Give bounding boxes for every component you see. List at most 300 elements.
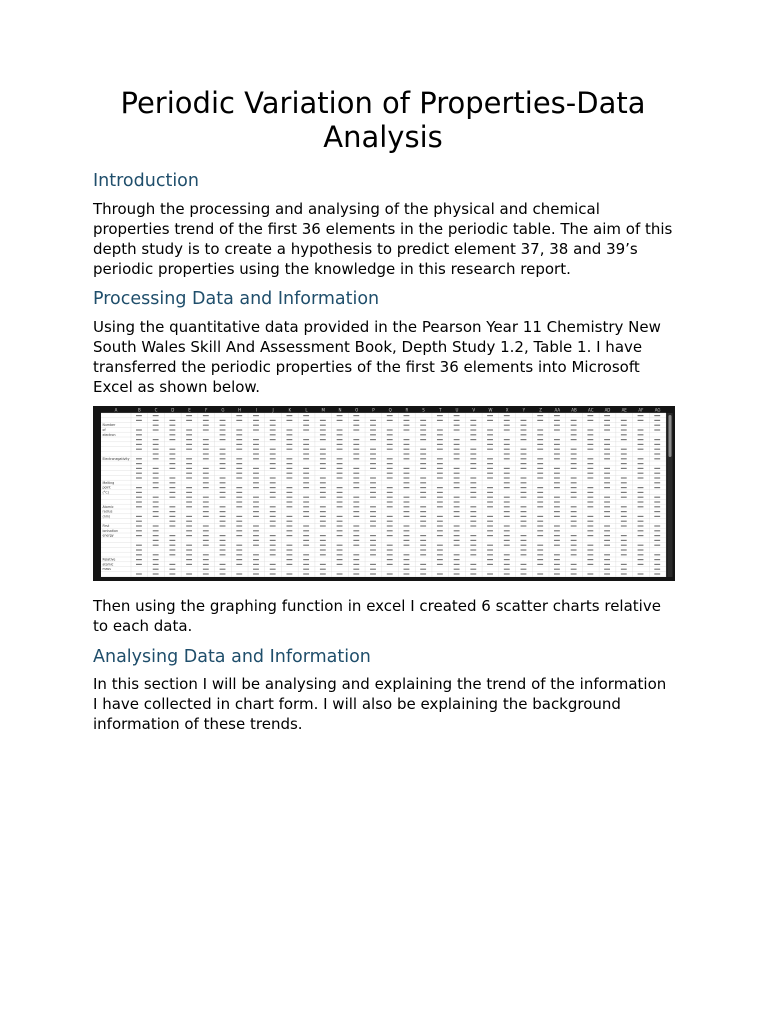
cell-value-mark bbox=[337, 573, 343, 574]
cell-value-mark bbox=[654, 439, 660, 440]
cell-value-mark bbox=[504, 540, 510, 541]
cell-value-mark bbox=[253, 506, 259, 507]
cell-value-mark bbox=[353, 415, 359, 416]
cell-value-mark bbox=[554, 535, 560, 536]
cell-value-mark bbox=[454, 420, 460, 421]
cell-value-mark bbox=[654, 545, 660, 546]
cell-value-mark bbox=[353, 506, 359, 507]
cell-value-mark bbox=[521, 434, 527, 435]
cell-value-mark bbox=[587, 497, 593, 498]
cell-value-mark bbox=[420, 487, 426, 488]
cell-value-mark bbox=[153, 439, 159, 440]
cell-value-mark bbox=[420, 463, 426, 464]
cell-value-mark bbox=[337, 492, 343, 493]
cell-value-mark bbox=[504, 439, 510, 440]
cell-value-mark bbox=[454, 559, 460, 560]
cell-value-mark bbox=[504, 477, 510, 478]
cell-value-mark bbox=[487, 535, 493, 536]
cell-value-mark bbox=[470, 554, 476, 555]
column-letter: I bbox=[255, 407, 257, 413]
cell-value-mark bbox=[487, 545, 493, 546]
cell-value-mark bbox=[270, 564, 276, 565]
cell-value-mark bbox=[654, 468, 660, 469]
cell-value-mark bbox=[404, 449, 410, 450]
cell-value-mark bbox=[353, 511, 359, 512]
cell-value-mark bbox=[404, 569, 410, 570]
cell-value-mark bbox=[554, 554, 560, 555]
cell-value-mark bbox=[236, 473, 242, 474]
cell-value-mark bbox=[521, 468, 527, 469]
cell-value-mark bbox=[420, 439, 426, 440]
cell-value-mark bbox=[337, 506, 343, 507]
cell-value-mark bbox=[537, 434, 543, 435]
cell-value-mark bbox=[621, 477, 627, 478]
cell-value-mark bbox=[638, 492, 644, 493]
cell-value-mark bbox=[504, 501, 510, 502]
cell-value-mark bbox=[420, 434, 426, 435]
cell-value-mark bbox=[454, 439, 460, 440]
cell-value-mark bbox=[437, 554, 443, 555]
cell-value-mark bbox=[537, 545, 543, 546]
cell-value-mark bbox=[454, 453, 460, 454]
cell-value-mark bbox=[638, 545, 644, 546]
cell-value-mark bbox=[587, 429, 593, 430]
cell-value-mark bbox=[370, 477, 376, 478]
cell-value-mark bbox=[487, 554, 493, 555]
cell-value-mark bbox=[621, 525, 627, 526]
cell-value-mark bbox=[404, 530, 410, 531]
cell-value-mark bbox=[470, 564, 476, 565]
cell-value-mark bbox=[587, 415, 593, 416]
column-letter: T bbox=[439, 407, 442, 413]
cell-value-mark bbox=[153, 420, 159, 421]
row-label: First bbox=[102, 524, 110, 528]
cell-value-mark bbox=[571, 449, 577, 450]
cell-value-mark bbox=[454, 540, 460, 541]
cell-value-mark bbox=[504, 573, 510, 574]
row-label: mass bbox=[102, 567, 111, 572]
cell-value-mark bbox=[571, 477, 577, 478]
cell-value-mark bbox=[203, 458, 209, 459]
cell-value-mark bbox=[220, 569, 226, 570]
cell-value-mark bbox=[320, 497, 326, 498]
cell-value-mark bbox=[136, 521, 142, 522]
cell-value-mark bbox=[186, 545, 192, 546]
column-letter: AB bbox=[571, 407, 577, 413]
cell-value-mark bbox=[437, 420, 443, 421]
cell-value-mark bbox=[320, 516, 326, 517]
cell-value-mark bbox=[604, 458, 610, 459]
cell-value-mark bbox=[253, 540, 259, 541]
cell-value-mark bbox=[236, 559, 242, 560]
cell-value-mark bbox=[253, 501, 259, 502]
processing-paragraph: Using the quantitative data provided in the Pearson Year 11 Chemistry New South Wales Skill And Assessment Book, Depth Study 1.2, Table 1. I have transferred the periodic properties of the first 36 elements into Microsoft Excel as shown below. bbox=[93, 318, 661, 396]
cell-value-mark bbox=[253, 482, 259, 483]
cell-value-mark bbox=[370, 453, 376, 454]
cell-value-mark bbox=[253, 554, 259, 555]
cell-value-mark bbox=[437, 525, 443, 526]
section-heading-introduction: Introduction bbox=[93, 171, 199, 191]
cell-value-mark bbox=[504, 559, 510, 560]
cell-value-mark bbox=[521, 569, 527, 570]
cell-value-mark bbox=[337, 477, 343, 478]
cell-value-mark bbox=[621, 511, 627, 512]
cell-value-mark bbox=[571, 511, 577, 512]
cell-value-mark bbox=[554, 545, 560, 546]
cell-value-mark bbox=[621, 453, 627, 454]
cell-value-mark bbox=[220, 540, 226, 541]
cell-value-mark bbox=[521, 458, 527, 459]
cell-value-mark bbox=[504, 564, 510, 565]
cell-value-mark bbox=[253, 444, 259, 445]
cell-value-mark bbox=[303, 468, 309, 469]
column-letter: W bbox=[488, 407, 493, 413]
cell-value-mark bbox=[353, 540, 359, 541]
cell-value-mark bbox=[353, 535, 359, 536]
cell-value-mark bbox=[253, 425, 259, 426]
cell-value-mark bbox=[487, 449, 493, 450]
cell-value-mark bbox=[587, 516, 593, 517]
cell-value-mark bbox=[370, 535, 376, 536]
cell-value-mark bbox=[537, 549, 543, 550]
cell-value-mark bbox=[337, 449, 343, 450]
cell-value-mark bbox=[587, 434, 593, 435]
cell-value-mark bbox=[203, 468, 209, 469]
cell-value-mark bbox=[320, 449, 326, 450]
cell-value-mark bbox=[504, 453, 510, 454]
cell-value-mark bbox=[554, 573, 560, 574]
cell-value-mark bbox=[303, 487, 309, 488]
cell-value-mark bbox=[420, 482, 426, 483]
cell-value-mark bbox=[203, 535, 209, 536]
cell-value-mark bbox=[420, 525, 426, 526]
cell-value-mark bbox=[454, 511, 460, 512]
cell-value-mark bbox=[136, 497, 142, 498]
cell-value-mark bbox=[270, 468, 276, 469]
cell-value-mark bbox=[387, 525, 393, 526]
cell-value-mark bbox=[537, 525, 543, 526]
cell-value-mark bbox=[604, 535, 610, 536]
cell-value-mark bbox=[537, 487, 543, 488]
cell-value-mark bbox=[638, 463, 644, 464]
cell-value-mark bbox=[253, 573, 259, 574]
cell-value-mark bbox=[169, 487, 175, 488]
cell-value-mark bbox=[521, 453, 527, 454]
cell-value-mark bbox=[153, 458, 159, 459]
cell-value-mark bbox=[203, 569, 209, 570]
cell-value-mark bbox=[604, 501, 610, 502]
cell-value-mark bbox=[236, 530, 242, 531]
cell-value-mark bbox=[203, 511, 209, 512]
cell-value-mark bbox=[236, 516, 242, 517]
cell-value-mark bbox=[654, 501, 660, 502]
column-letter: AD bbox=[604, 407, 611, 413]
cell-value-mark bbox=[270, 554, 276, 555]
cell-value-mark bbox=[270, 521, 276, 522]
cell-value-mark bbox=[186, 439, 192, 440]
cell-value-mark bbox=[638, 420, 644, 421]
cell-value-mark bbox=[169, 439, 175, 440]
cell-value-mark bbox=[186, 559, 192, 560]
cell-value-mark bbox=[186, 564, 192, 565]
cell-value-mark bbox=[654, 525, 660, 526]
cell-value-mark bbox=[470, 477, 476, 478]
cell-value-mark bbox=[420, 458, 426, 459]
cell-value-mark bbox=[621, 420, 627, 421]
cell-value-mark bbox=[470, 463, 476, 464]
cell-value-mark bbox=[353, 439, 359, 440]
cell-value-mark bbox=[270, 487, 276, 488]
cell-value-mark bbox=[186, 501, 192, 502]
cell-value-mark bbox=[303, 530, 309, 531]
cell-value-mark bbox=[537, 473, 543, 474]
cell-value-mark bbox=[220, 516, 226, 517]
cell-value-mark bbox=[270, 545, 276, 546]
cell-value-mark bbox=[621, 425, 627, 426]
cell-value-mark bbox=[654, 449, 660, 450]
cell-value-mark bbox=[470, 434, 476, 435]
cell-value-mark bbox=[169, 434, 175, 435]
cell-value-mark bbox=[621, 535, 627, 536]
cell-value-mark bbox=[604, 559, 610, 560]
cell-value-mark bbox=[470, 521, 476, 522]
cell-value-mark bbox=[437, 477, 443, 478]
cell-value-mark bbox=[153, 516, 159, 517]
cell-value-mark bbox=[437, 473, 443, 474]
cell-value-mark bbox=[353, 468, 359, 469]
cell-value-mark bbox=[554, 444, 560, 445]
cell-value-mark bbox=[153, 449, 159, 450]
cell-value-mark bbox=[420, 540, 426, 541]
cell-value-mark bbox=[203, 473, 209, 474]
cell-value-mark bbox=[470, 487, 476, 488]
cell-value-mark bbox=[454, 444, 460, 445]
column-letter: P bbox=[372, 407, 375, 413]
document-body bbox=[93, 86, 673, 734]
cell-value-mark bbox=[387, 434, 393, 435]
cell-value-mark bbox=[169, 540, 175, 541]
cell-value-mark bbox=[353, 482, 359, 483]
cell-value-mark bbox=[470, 420, 476, 421]
cell-value-mark bbox=[404, 516, 410, 517]
cell-value-mark bbox=[404, 525, 410, 526]
cell-value-mark bbox=[487, 429, 493, 430]
cell-value-mark bbox=[487, 506, 493, 507]
cell-value-mark bbox=[437, 429, 443, 430]
cell-value-mark bbox=[638, 458, 644, 459]
cell-value-mark bbox=[236, 497, 242, 498]
cell-value-mark bbox=[621, 434, 627, 435]
cell-value-mark bbox=[236, 573, 242, 574]
cell-value-mark bbox=[253, 477, 259, 478]
cell-value-mark bbox=[203, 501, 209, 502]
cell-value-mark bbox=[654, 540, 660, 541]
cell-value-mark bbox=[487, 439, 493, 440]
cell-value-mark bbox=[169, 506, 175, 507]
cell-value-mark bbox=[587, 439, 593, 440]
cell-value-mark bbox=[169, 425, 175, 426]
column-letter: E bbox=[188, 407, 191, 413]
cell-value-mark bbox=[153, 564, 159, 565]
cell-value-mark bbox=[404, 420, 410, 421]
cell-value-mark bbox=[303, 569, 309, 570]
cell-value-mark bbox=[220, 477, 226, 478]
cell-value-mark bbox=[604, 449, 610, 450]
cell-value-mark bbox=[303, 439, 309, 440]
cell-value-mark bbox=[571, 492, 577, 493]
sheet-grid-area bbox=[101, 413, 666, 577]
cell-value-mark bbox=[303, 458, 309, 459]
cell-value-mark bbox=[153, 525, 159, 526]
cell-value-mark bbox=[303, 415, 309, 416]
cell-value-mark bbox=[337, 554, 343, 555]
cell-value-mark bbox=[654, 506, 660, 507]
row-label: electron bbox=[102, 432, 116, 437]
cell-value-mark bbox=[286, 492, 292, 493]
cell-value-mark bbox=[554, 501, 560, 502]
cell-value-mark bbox=[220, 564, 226, 565]
cell-value-mark bbox=[454, 449, 460, 450]
cell-value-mark bbox=[320, 429, 326, 430]
cell-value-mark bbox=[521, 420, 527, 421]
cell-value-mark bbox=[521, 521, 527, 522]
cell-value-mark bbox=[169, 516, 175, 517]
cell-value-mark bbox=[387, 477, 393, 478]
cell-value-mark bbox=[337, 516, 343, 517]
cell-value-mark bbox=[353, 573, 359, 574]
cell-value-mark bbox=[186, 554, 192, 555]
cell-value-mark bbox=[504, 530, 510, 531]
cell-value-mark bbox=[186, 429, 192, 430]
cell-value-mark bbox=[587, 573, 593, 574]
cell-value-mark bbox=[370, 516, 376, 517]
cell-value-mark bbox=[286, 530, 292, 531]
cell-value-mark bbox=[554, 429, 560, 430]
cell-value-mark bbox=[638, 573, 644, 574]
cell-value-mark bbox=[320, 573, 326, 574]
cell-value-mark bbox=[654, 535, 660, 536]
cell-value-mark bbox=[487, 501, 493, 502]
cell-value-mark bbox=[487, 477, 493, 478]
column-letter: H bbox=[238, 407, 242, 413]
cell-value-mark bbox=[220, 449, 226, 450]
cell-value-mark bbox=[253, 473, 259, 474]
cell-value-mark bbox=[571, 564, 577, 565]
cell-value-mark bbox=[320, 453, 326, 454]
cell-value-mark bbox=[286, 434, 292, 435]
cell-value-mark bbox=[554, 569, 560, 570]
cell-value-mark bbox=[169, 492, 175, 493]
cell-value-mark bbox=[136, 415, 142, 416]
introduction-paragraph: Through the processing and analysing of the physical and chemical properties trend of the first 36 elements in the periodic table. The aim of this depth study is to create a hypothesis to predict element 37, 38 and 39’s periodic properties using the knowledge in this research report. bbox=[93, 200, 673, 278]
cell-value-mark bbox=[136, 434, 142, 435]
cell-value-mark bbox=[420, 506, 426, 507]
cell-value-mark bbox=[136, 429, 142, 430]
cell-value-mark bbox=[270, 425, 276, 426]
column-letter: M bbox=[321, 407, 325, 413]
cell-value-mark bbox=[286, 463, 292, 464]
cell-value-mark bbox=[437, 535, 443, 536]
cell-value-mark bbox=[571, 545, 577, 546]
cell-value-mark bbox=[420, 468, 426, 469]
cell-value-mark bbox=[136, 458, 142, 459]
cell-value-mark bbox=[487, 516, 493, 517]
cell-value-mark bbox=[621, 497, 627, 498]
cell-value-mark bbox=[571, 535, 577, 536]
cell-value-mark bbox=[604, 425, 610, 426]
cell-value-mark bbox=[253, 569, 259, 570]
cell-value-mark bbox=[220, 525, 226, 526]
cell-value-mark bbox=[604, 453, 610, 454]
cell-value-mark bbox=[487, 420, 493, 421]
cell-value-mark bbox=[136, 463, 142, 464]
cell-value-mark bbox=[270, 482, 276, 483]
cell-value-mark bbox=[236, 506, 242, 507]
cell-value-mark bbox=[621, 569, 627, 570]
cell-value-mark bbox=[337, 559, 343, 560]
cell-value-mark bbox=[136, 564, 142, 565]
cell-value-mark bbox=[571, 482, 577, 483]
row-label: (°C) bbox=[102, 490, 109, 495]
column-letter: X bbox=[505, 407, 509, 413]
cell-value-mark bbox=[236, 554, 242, 555]
cell-value-mark bbox=[537, 554, 543, 555]
cell-value-mark bbox=[437, 549, 443, 550]
cell-value-mark bbox=[136, 516, 142, 517]
column-letter: S bbox=[422, 407, 425, 413]
cell-value-mark bbox=[587, 559, 593, 560]
cell-value-mark bbox=[554, 420, 560, 421]
cell-value-mark bbox=[454, 477, 460, 478]
cell-value-mark bbox=[554, 473, 560, 474]
cell-value-mark bbox=[303, 540, 309, 541]
cell-value-mark bbox=[420, 449, 426, 450]
cell-value-mark bbox=[186, 525, 192, 526]
cell-value-mark bbox=[303, 545, 309, 546]
cell-value-mark bbox=[638, 444, 644, 445]
cell-value-mark bbox=[621, 540, 627, 541]
cell-value-mark bbox=[286, 477, 292, 478]
column-letter: AF bbox=[638, 407, 644, 413]
cell-value-mark bbox=[303, 573, 309, 574]
cell-value-mark bbox=[169, 449, 175, 450]
cell-value-mark bbox=[554, 559, 560, 560]
cell-value-mark bbox=[370, 492, 376, 493]
cell-value-mark bbox=[437, 434, 443, 435]
cell-value-mark bbox=[303, 501, 309, 502]
cell-value-mark bbox=[353, 545, 359, 546]
cell-value-mark bbox=[654, 482, 660, 483]
cell-value-mark bbox=[320, 434, 326, 435]
cell-value-mark bbox=[303, 564, 309, 565]
cell-value-mark bbox=[387, 458, 393, 459]
cell-value-mark bbox=[337, 545, 343, 546]
cell-value-mark bbox=[236, 549, 242, 550]
cell-value-mark bbox=[504, 420, 510, 421]
cell-value-mark bbox=[303, 425, 309, 426]
cell-value-mark bbox=[604, 511, 610, 512]
cell-value-mark bbox=[169, 497, 175, 498]
cell-value-mark bbox=[220, 545, 226, 546]
cell-value-mark bbox=[236, 521, 242, 522]
cell-value-mark bbox=[638, 434, 644, 435]
cell-value-mark bbox=[236, 449, 242, 450]
cell-value-mark bbox=[470, 492, 476, 493]
cell-value-mark bbox=[186, 473, 192, 474]
cell-value-mark bbox=[253, 559, 259, 560]
cell-value-mark bbox=[638, 530, 644, 531]
row-label: Melting bbox=[102, 480, 115, 485]
